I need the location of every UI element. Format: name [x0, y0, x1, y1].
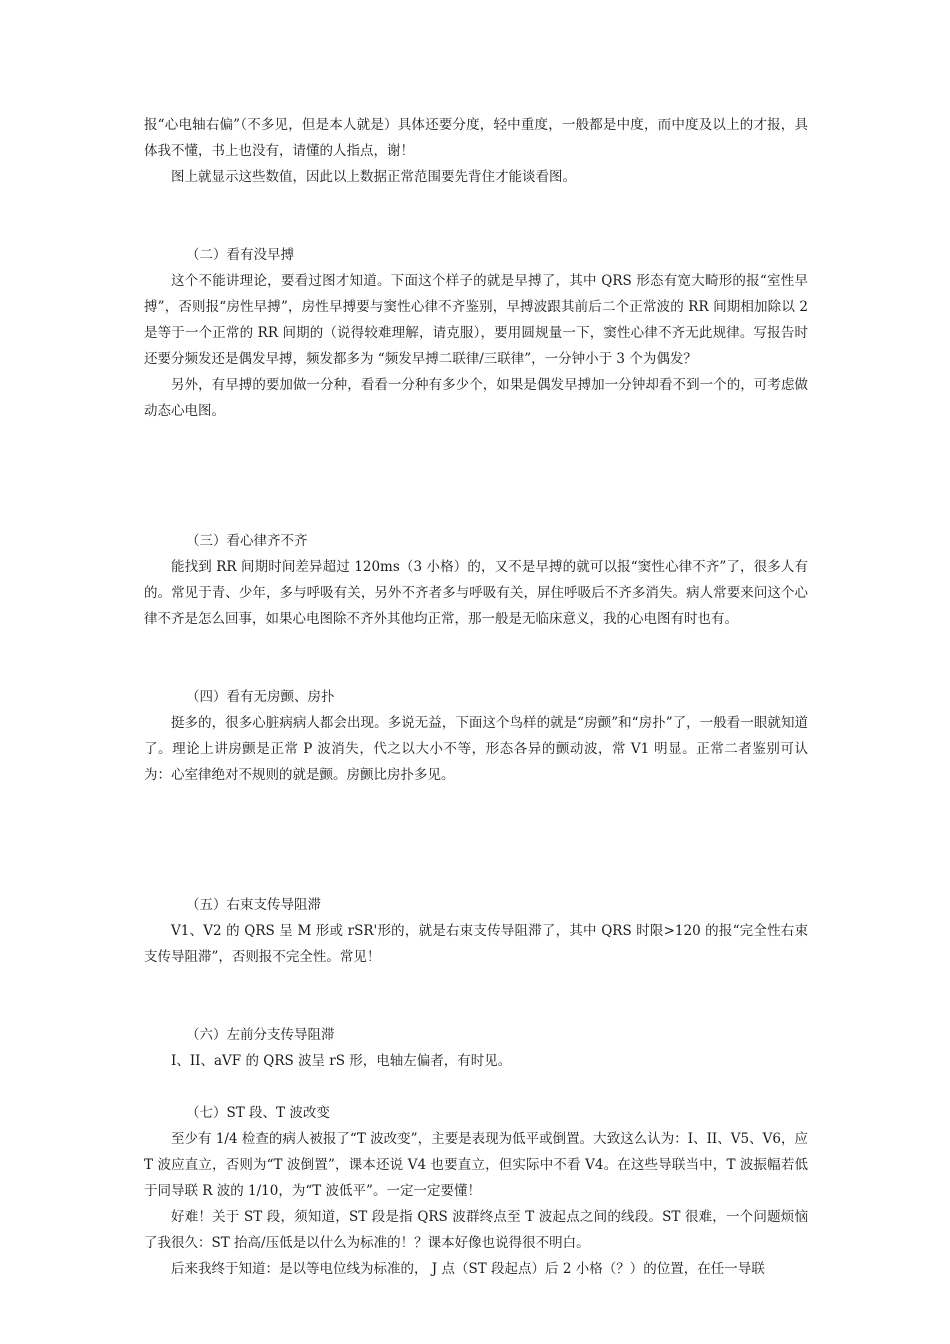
intro-paragraph-2: 图上就显示这些数值，因此以上数据正常范围要先背住才能谈看图。: [171, 169, 576, 185]
section-paragraph: I、II、aVF 的 QRS 波呈 rS 形，电轴左偏者，有时见。: [171, 1053, 512, 1069]
section-paragraph: 挺多的，很多心脏病病人都会出现。多说无益，下面这个鸟样的就是“房颤”和“房扑”了，一般看一眼就知道了。理论上讲房颤是正常 P 波消失，代之以大小不等，形态各异的颤动波，常 V1 明显。正常二者鉴别可认为：心室律绝对不规则的就是颤。房颤比房扑多见。: [144, 715, 808, 783]
figure-placeholder-space: [144, 424, 808, 528]
section-paragraph: 能找到 RR 间期时间差异超过 120ms（3 小格）的，又不是早搏的就可以报“窦性心律不齐”了，很多人有的。常见于青、少年，多与呼吸有关，另外不齐者多与呼吸有关，屏住呼吸后不齐多消失。病人常要来问这个心律不齐是怎么回事，如果心电图除不齐外其他均正常，那一般是无临床意义，我的心电图有时也有。: [144, 559, 808, 627]
spacer: [144, 1074, 808, 1100]
intro-paragraph-1: 报“心电轴右偏”（不多见，但是本人就是）具体还要分度，轻中重度，一般都是中度，而中度及以上的才报，具体我不懂，书上也没有，请懂的人指点，谢！: [144, 117, 808, 159]
section-heading-right-bundle-block: （五）右束支传导阻滞: [186, 897, 321, 913]
section-paragraph: 后来我终于知道：是以等电位线为标准的， J 点（ST 段起点）后 2 小格（？）的位置，在任一导联: [171, 1261, 765, 1277]
section-paragraph: 好难！关于 ST 段，须知道，ST 段是指 QRS 波群终点至 T 波起点之间的线段。ST 很难，一个问题烦恼了我很久：ST 抬高/压低是以什么为标准的！？课本好像也说得很不明白。: [144, 1209, 808, 1251]
spacer: [144, 970, 808, 1022]
figure-placeholder-space: [144, 788, 808, 892]
section-heading-atrial-fibrillation: （四）看有无房颤、房扑: [186, 689, 335, 705]
section-heading-premature-beats: （二）看有没早搏: [186, 247, 294, 263]
section-paragraph: V1、V2 的 QRS 呈 M 形或 rSR'形的，就是右束支传导阻滞了，其中 QRS 时限>120 的报“完全性右束支传导阻滞”，否则报不完全性。常见！: [144, 923, 808, 965]
section-heading-arrhythmia: （三）看心律齐不齐: [186, 533, 308, 549]
document-page: [144, 112, 808, 1282]
spacer: [144, 190, 808, 242]
section-paragraph: 这个不能讲理论，要看过图才知道。下面这个样子的就是早搏了，其中 QRS 形态有宽大畸形的报“室性早搏”，否则报“房性早搏”，房性早搏要与窦性心律不齐鉴别，早搏波跟其前后二个正常波的 RR 间期相加除以 2 是等于一个正常的 RR 间期的（说得较难理解，请克服），要用圆规量一下，窦性心律不齐无此规律。写报告时还要分频发还是偶发早搏，频发都多为 “频发早搏二联律/三联律”，一分钟小于 3 个为偶发？: [144, 273, 808, 367]
section-heading-st-t-changes: （七）ST 段、T 波改变: [186, 1105, 330, 1121]
section-paragraph: 另外，有早搏的要加做一分种，看看一分种有多少个，如果是偶发早搏加一分钟却看不到一个的，可考虑做动态心电图。: [144, 377, 808, 419]
section-heading-left-anterior-fascicular-block: （六）左前分支传导阻滞: [186, 1027, 335, 1043]
section-paragraph: 至少有 1/4 检查的病人被报了“T 波改变”，主要是表现为低平或倒置。大致这么认为：I、II、V5、V6，应 T 波应直立，否则为“T 波倒置”，课本还说 V4 也要直立，但实际中不看 V4。在这些导联当中，T 波振幅若低于同导联 R 波的 1/10，为“T 波低平”。一定一定要懂！: [144, 1131, 808, 1199]
spacer: [144, 632, 808, 684]
